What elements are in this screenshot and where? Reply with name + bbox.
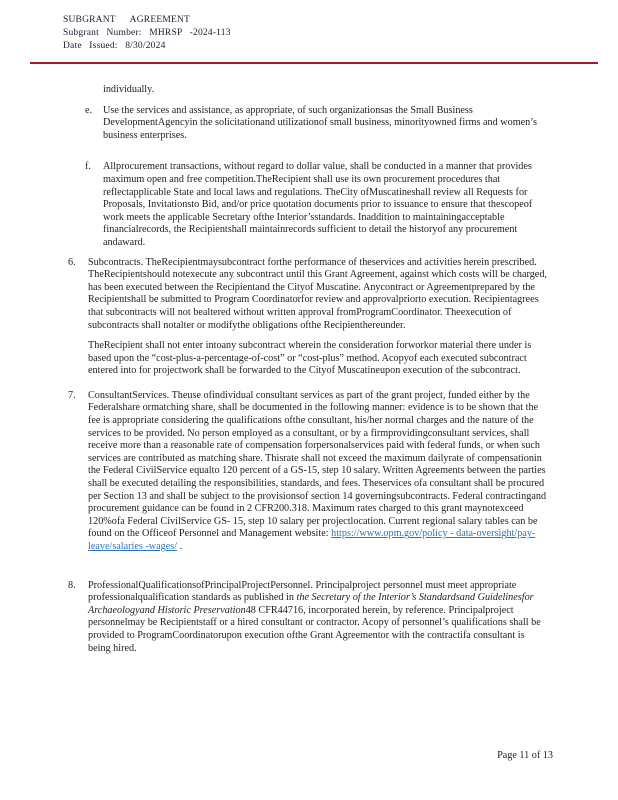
list-item-8-text-after-italic: 48 CFR44716, incorporated herein, by reference. Principalproject personnelmay be Recipientstaff or a hired consultant or contractor. Acopy of personnel’s qualifications shall be provided to ProgramCoordinatorupon execution ofthe Grant Agreementor with the contractifa consultant is being hired.: [88, 604, 541, 654]
list-item-f-label: f.: [85, 161, 91, 173]
list-item-7-consultant-services: [68, 389, 548, 554]
list-item-8-text: [88, 580, 541, 654]
list-item-6-text: Subcontracts. TheRecipientmaysubcontract forthe performance of theservices and activities herein prescribed. TheRecipientshould notexecute any subcontract until this Grant Agreement, against which costs will be charged, has been executed between the Recipientand the Cityof Muscatine. Anycontract or Agreementprepared by the Recipientshall be submitted to Program Coordinatorfor review and approvalpriorto execution. Recipientagrees that subcontracts will not bealtered without written approval fromProgramCoordinator. Theexecution of subcontracts shall notalter or modifythe obligations ofthe Recipienthereunder.: [88, 256, 547, 331]
document-title: SUBGRANT AGREEMENT: [63, 15, 191, 25]
list-item-f: [85, 161, 548, 249]
list-item-7-label: 7.: [68, 389, 76, 401]
opm-salary-tables-link[interactable]: https://www.opm.gov/policy - data-oversight/pay-leave/salaries -wages/: [88, 528, 536, 552]
subgrant-number-line: Subgrant Number: MHRSP -2024-113: [63, 28, 231, 38]
list-item-e: [85, 104, 548, 143]
list-item-7-text-before-link: ConsultantServices. Theuse ofindividual consultant services as part of the grant project, funded either by the Federalshare ormatching share, shall be documented in the following manner: evidence is to be shown that the fee is appropriate considering the qualifications ofthe consultant, his/her normal charges and the nature of the services to be provided. No person employed as a consultant, or by a firmprovidingconsultant services, shall receive more than a reasonable rate of compensation forpersonalservices paid with federal funds, or when such services are contributed as matching share. Thisrate shall not exceed the maximum dailyrate of compensationin the Federal CivilService equalto 120 percent of a GS-15, step 10 salary. Written Agreements between the parties shall be executed detailing the responsibilities, standards, and fees. Theservices ofa consultant shall be procured per Section 13 and shall be subject to the provisionsof section 14 governingsubcontracts. Federal contractingand procurement guidance can be found in 2 CFR200.318. Maximum rates charged to this grant maynotexceed 120%ofa Federal CivilService GS- 15, step 10 salary per projectlocation. Current regional salary tables can be found on the Officeof Personnel and Management website:: [88, 389, 547, 540]
list-item-8-professional-qualifications: [68, 579, 548, 656]
list-item-6-label: 6.: [68, 256, 76, 268]
list-item-7-text: [88, 390, 546, 552]
document-header: [63, 14, 231, 53]
list-item-8-text-before-italic: ProfessionalQualificationsofPrincipalProjectPersonnel. Principalproject personnel must meet appropriate professionalqualification standards as published in: [88, 579, 517, 604]
list-item-e-text: Use the services and assistance, as appropriate, of such organizationsas the Small Business DevelopmentAgencyin the solicitationand utilizationof small business, minorityowned firms and women’s business enterprises.: [103, 104, 538, 141]
header-rule-divider: [30, 62, 598, 64]
list-item-f-text: Allprocurement transactions, without regard to dollar value, shall be conducted in a manner that provides maximum open and free competition.TheRecipient shall use its own procurement procedures that reflectapplicable State and local laws and regulations. TheCity ofMuscatineshall review all Requests for Proposals, Invitationsto Bid, and/or price quotation documents prior to issuance to ensure that thescopeof work meets the applicable Secretary ofthe Interior’sstandards. Inaddition to maintainingacceptable financialrecords, the Recipientshall maintainrecords sufficient to detail the historyof any procurement andaward.: [103, 161, 533, 248]
page-number: Page 11 of 13: [497, 750, 553, 761]
subcontract-continuation-paragraph: TheRecipient shall not enter intoany subcontract wherein the consideration forworkor material there under is based upon the “cost-plus-a-percentage-of-cost” or “cost-plus” method. Acopyof each executed subcontract entered into for projectwork shall be forwarded to the Cityof Muscatineupon execution of the subcontract.: [88, 340, 532, 377]
paragraph-individually: individually.: [103, 84, 155, 95]
list-item-7-text-after-link: .: [177, 541, 183, 552]
list-item-8-label: 8.: [68, 579, 76, 591]
list-item-6-subcontracts: [68, 256, 548, 333]
date-issued-line: Date Issued: 8/30/2024: [63, 41, 166, 51]
list-item-e-label: e.: [85, 104, 93, 116]
document-body: [0, 84, 618, 655]
secretary-standards-citation: the Secretary of the Interior’s Standardsand Guidelinesfor Archaeologyand Historic Preservation: [88, 592, 534, 616]
